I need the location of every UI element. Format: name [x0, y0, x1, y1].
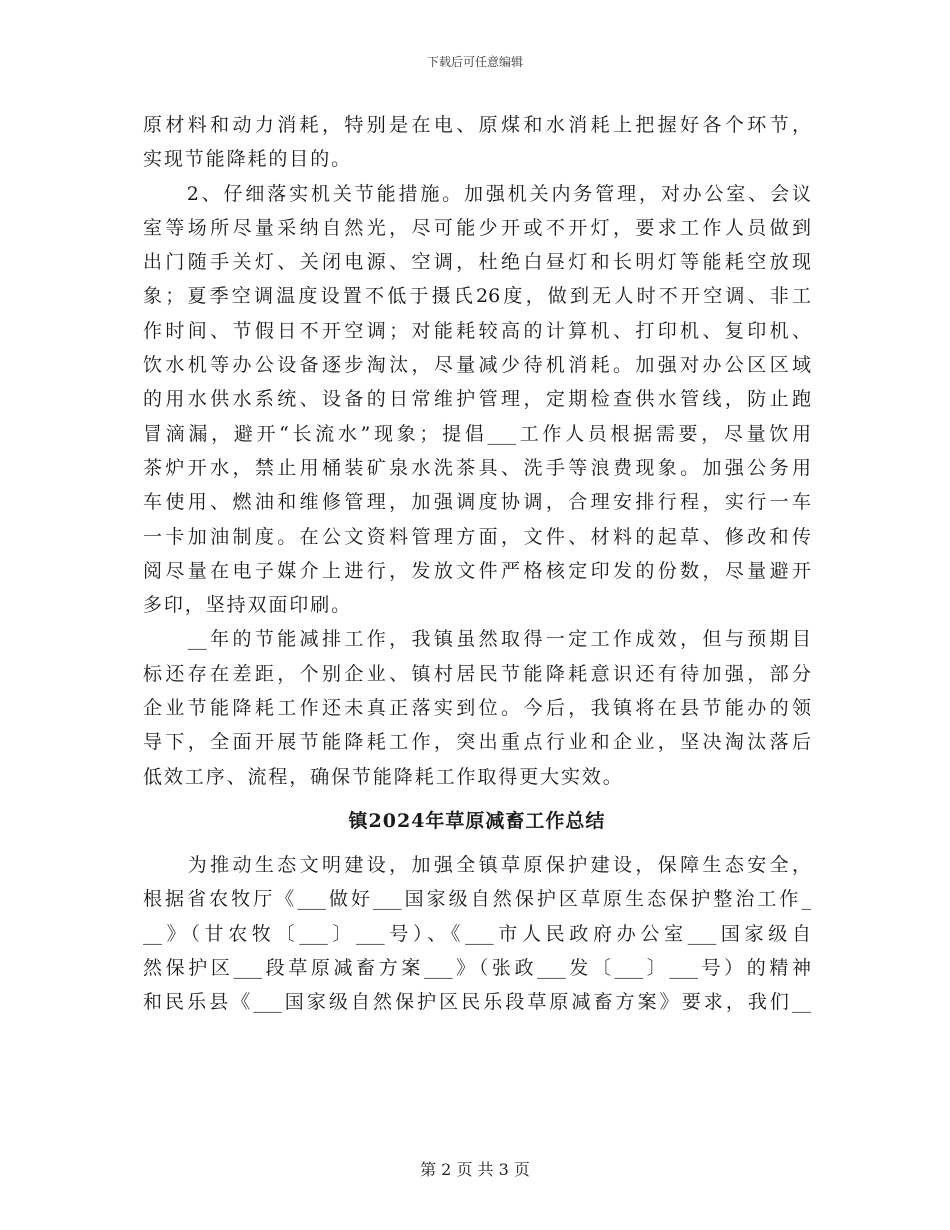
section-title: 镇2024年草原减畜工作总结 — [348, 809, 606, 832]
text-line: 低效工序、流程，确保节能降耗工作取得更大实效。 — [143, 765, 624, 788]
text-line: 冒滴漏，避开“长流水”现象；提倡___工作人员根据需要，尽量饮用 — [143, 422, 811, 445]
text-line: 根据省农牧厅《___做好___国家级自然保护区草原生态保护整治工作_ — [143, 888, 811, 911]
text-line: 原材料和动力消耗，特别是在电、原煤和水消耗上把握好各个环节， — [143, 114, 811, 136]
text-line: 然保护区___段草原减畜方案___》（张政___发〔___〕___号）的精神 — [143, 956, 811, 979]
text-line: 的用水供水系统、设备的日常维护管理，定期检查供水管线，防止跑 — [143, 388, 811, 411]
document-body — [143, 108, 811, 1019]
text-line: __年的节能减排工作，我镇虽然取得一定工作成效，但与预期目 — [143, 628, 811, 651]
text-line: 阅尽量在电子媒介上进行，发放文件严格核定印发的份数，尽量避开 — [143, 559, 811, 582]
page-footer: 第 2 页 共 3 页 — [420, 1160, 530, 1179]
text-line: __》（甘农牧〔___〕___号）、《___市人民政府办公室___国家级自 — [143, 922, 811, 945]
text-line: 茶炉开水，禁止用桶装矿泉水洗茶具、洗手等浪费现象。加强公务用 — [143, 456, 811, 479]
text-line: 多印，坚持双面印刷。 — [143, 594, 353, 617]
text-line: 导下，全面开展节能降耗工作，突出重点行业和企业，坚决淘汰落后 — [143, 731, 811, 754]
text-line: 和民乐县《___国家级自然保护区民乐段草原减畜方案》要求，我们__ — [143, 991, 811, 1014]
text-line: 饮水机等办公设备逐步淘汰，尽量减少待机消耗。加强对办公区区域 — [143, 354, 811, 377]
page-header: 下载后可任意编辑 — [426, 55, 523, 69]
text-line: 实现节能降耗的目的。 — [143, 148, 353, 171]
text-line: 室等场所尽量采纳自然光，尽可能少开或不开灯，要求工作人员做到 — [143, 216, 811, 239]
text-line: 车使用、燃油和维修管理，加强调度协调，合理安排行程，实行一车 — [143, 491, 811, 514]
text-line: 标还存在差距，个别企业、镇村居民节能降耗意识还有待加强，部分 — [143, 662, 811, 685]
text-line: 一卡加油制度。在公文资料管理方面，文件、材料的起草、修改和传 — [143, 525, 811, 548]
text-line: 出门随手关灯、关闭电源、空调，杜绝白昼灯和长明灯等能耗空放现 — [143, 251, 811, 274]
text-line: 象；夏季空调温度设置不低于摄氏26度，做到无人时不开空调、非工 — [143, 285, 811, 308]
text-line: 企业节能降耗工作还未真正落实到位。今后，我镇将在县节能办的领 — [143, 697, 811, 720]
text-line: 作时间、节假日不开空调；对能耗较高的计算机、打印机、复印机、 — [143, 319, 811, 342]
text-line: 为推动生态文明建设，加强全镇草原保护建设，保障生态安全， — [143, 853, 811, 876]
text-line: 2、仔细落实机关节能措施。加强机关内务管理，对办公室、会议 — [143, 182, 811, 205]
